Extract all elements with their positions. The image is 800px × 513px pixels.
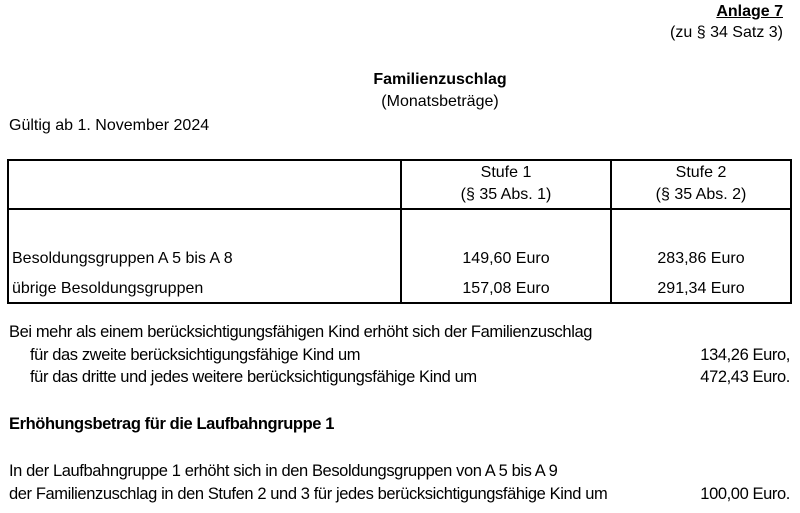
extra-intro: Bei mehr als einem berücksichtigungsfähigen Kind erhöht sich der Familienzuschlag (9, 323, 593, 341)
increase-line-2: der Familienzuschlag in den Stufen 2 und 3 für jedes berücksichtigungsfähige Kind um (9, 485, 608, 503)
table-header-row (8, 160, 791, 209)
row-label: Besoldungsgruppen A 5 bis A 8 (8, 209, 401, 274)
column-label: Stufe 1 (480, 164, 532, 181)
document-title: Familienzuschlag (373, 71, 507, 88)
row-label: übrige Besoldungsgruppen (8, 274, 401, 303)
column-sub: (§ 35 Abs. 1) (460, 186, 552, 203)
cell-value: 283,86 Euro (611, 209, 791, 274)
extra-item-label: für das zweite berücksichtigungsfähige Kind um (30, 346, 361, 364)
allowance-table (7, 159, 792, 304)
extra-item-value: 472,43 Euro. (700, 368, 790, 386)
table-row (8, 209, 791, 274)
extra-item-value: 134,26 Euro, (700, 346, 790, 364)
cell-value: 157,08 Euro (401, 274, 611, 303)
increase-line-1: In der Laufbahngruppe 1 erhöht sich in den Besoldungsgruppen von A 5 bis A 9 (9, 462, 558, 480)
annex-label: Anlage 7 (716, 3, 783, 20)
header-empty-cell (8, 160, 401, 209)
column-sub: (§ 35 Abs. 2) (655, 186, 747, 203)
increase-heading: Erhöhungsbetrag für die Laufbahngruppe 1 (9, 415, 335, 433)
increase-value: 100,00 Euro. (700, 485, 790, 503)
cell-value: 149,60 Euro (401, 209, 611, 274)
header-stufe-1 (401, 160, 611, 209)
valid-from: Gültig ab 1. November 2024 (9, 117, 210, 134)
cell-value: 291,34 Euro (611, 274, 791, 303)
header-stufe-2 (611, 160, 791, 209)
document-subtitle: (Monatsbeträge) (381, 93, 499, 110)
column-label: Stufe 2 (675, 164, 727, 181)
table-row (8, 274, 791, 303)
extra-item-label: für das dritte und jedes weitere berücksichtigungsfähige Kind um (30, 368, 477, 386)
annex-reference: (zu § 34 Satz 3) (670, 24, 783, 41)
